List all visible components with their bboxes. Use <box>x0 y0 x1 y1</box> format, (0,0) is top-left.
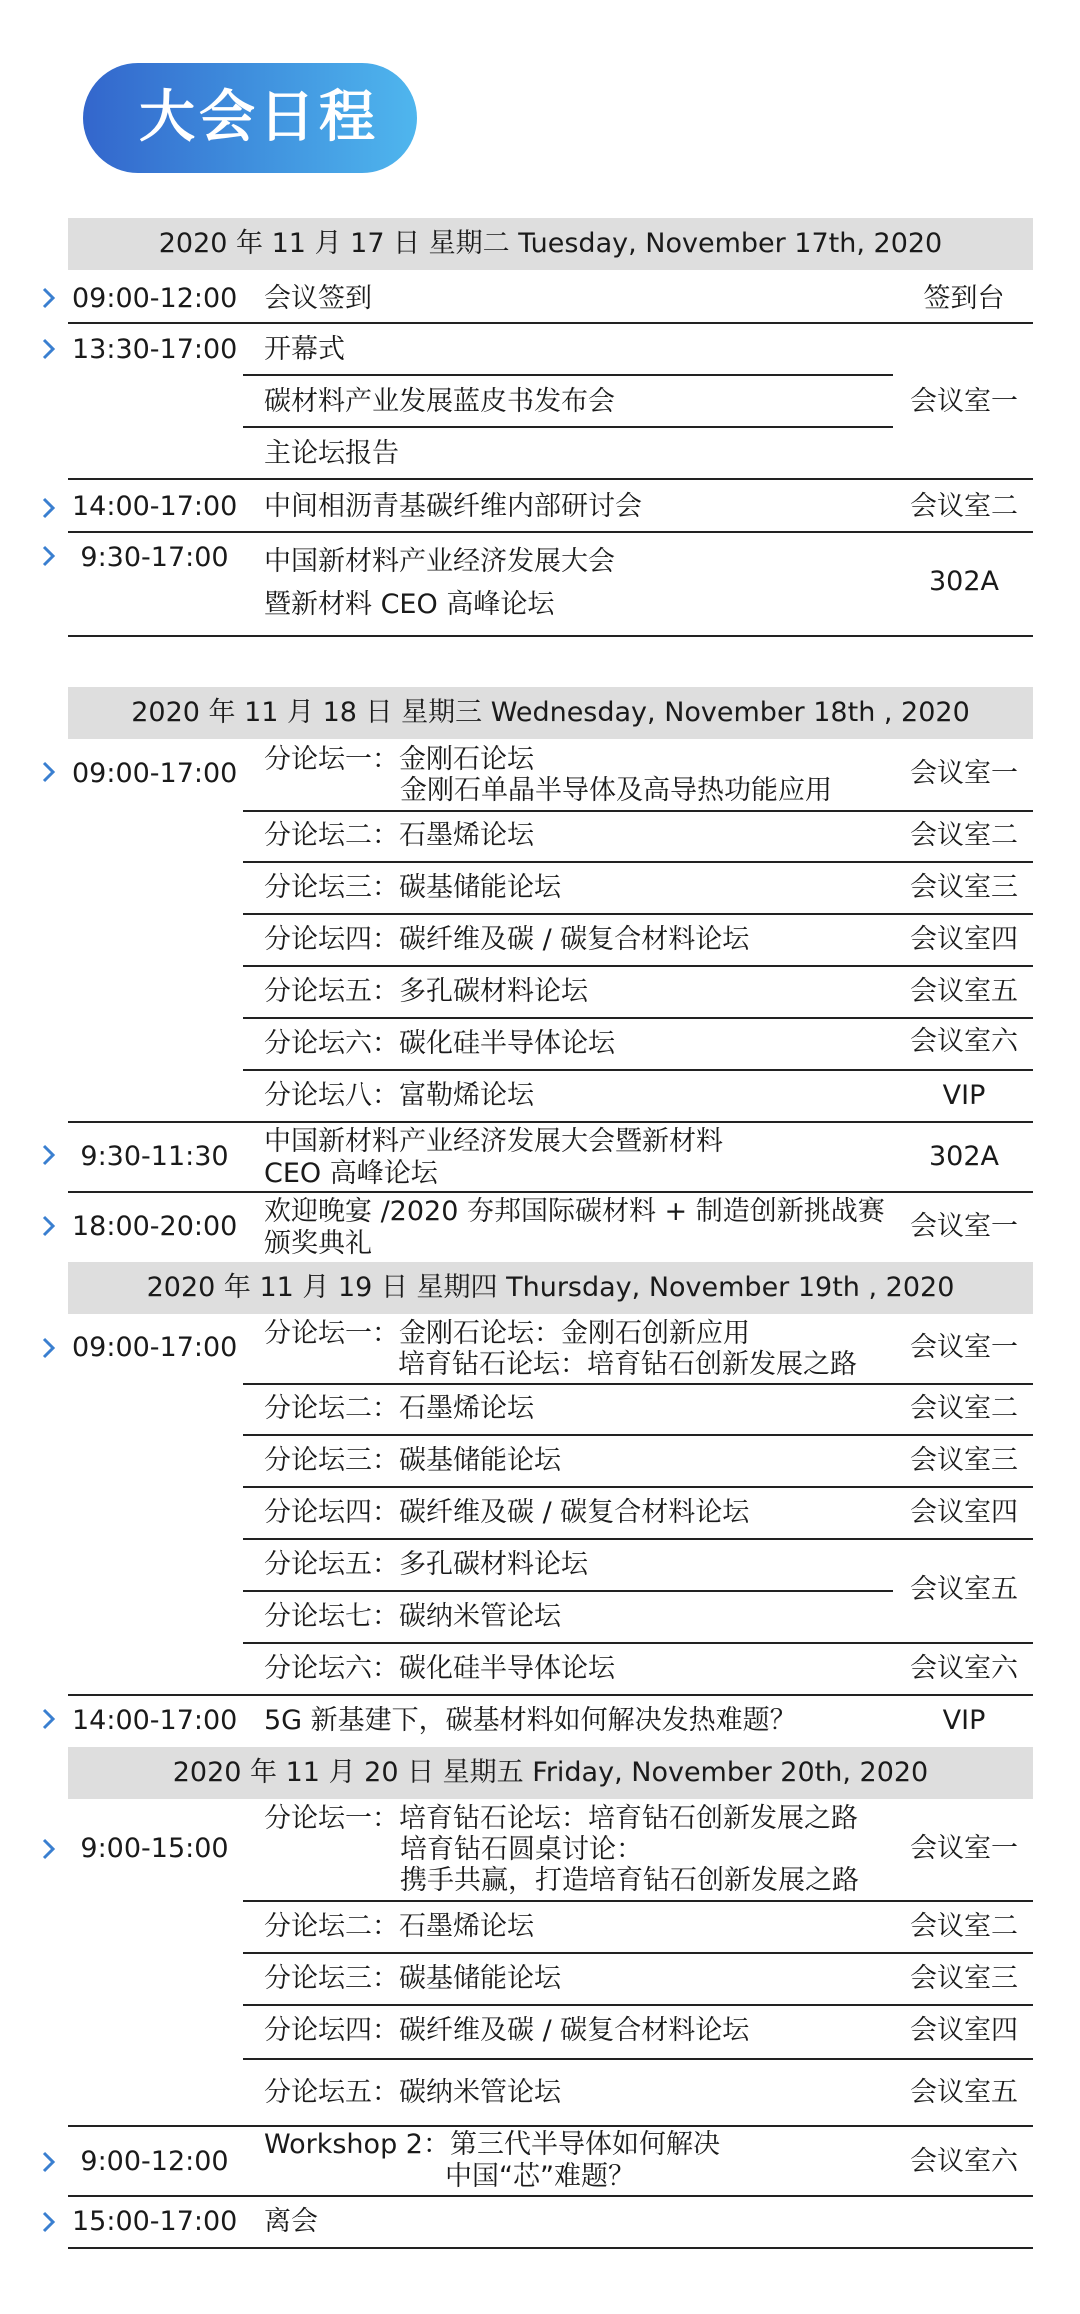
session-room: 会议室六 <box>910 1026 1018 1057</box>
session-title: 分论坛一：金刚石论坛 <box>264 744 534 775</box>
session-title: 分论坛四：碳纤维及碳 / 碳复合材料论坛 <box>264 2015 750 2046</box>
row-divider <box>68 478 1033 480</box>
session-room: 会议室一 <box>910 1332 1018 1363</box>
session-title: 中间相沥青基碳纤维内部研讨会 <box>264 491 642 522</box>
session-title: 分论坛五：多孔碳材料论坛 <box>264 1549 588 1580</box>
session-title: 分论坛二：石墨烯论坛 <box>264 820 534 851</box>
session-title: 分论坛三：碳基储能论坛 <box>264 872 561 903</box>
row-divider <box>243 426 893 428</box>
session-room: 会议室四 <box>910 924 1018 955</box>
session-room: 会议室五 <box>910 1574 1018 1605</box>
session-title: 会议签到 <box>264 283 372 314</box>
session-room: 会议室一 <box>910 386 1018 417</box>
row-divider <box>243 1642 1033 1644</box>
day-header: 2020 年 11 月 20 日 星期五 Friday, November 20th, 2020 <box>68 1747 1033 1799</box>
session-room: 302A <box>928 1141 999 1172</box>
row-divider <box>243 374 893 376</box>
row-divider <box>243 1486 1033 1488</box>
session-room: 会议室三 <box>910 872 1018 903</box>
row-divider <box>243 2004 1033 2006</box>
session-time: 13:30-17:00 <box>72 334 238 365</box>
row-divider <box>68 1121 1033 1123</box>
session-title: 颁奖典礼 <box>264 1228 372 1259</box>
session-room: VIP <box>942 1705 986 1736</box>
session-room: 会议室五 <box>910 976 1018 1007</box>
session-title: 培育钻石圆桌讨论： <box>400 1834 643 1865</box>
session-time: 9:30-11:30 <box>80 1141 229 1172</box>
chevron-right-icon <box>40 544 56 568</box>
session-room: 会议室一 <box>910 1211 1018 1242</box>
session-time: 18:00-20:00 <box>72 1211 238 1242</box>
session-title: 携手共赢，打造培育钻石创新发展之路 <box>400 1865 859 1896</box>
row-divider <box>68 1694 1033 1696</box>
session-title: 中国新材料产业经济发展大会 <box>264 546 615 577</box>
page-title: 大会日程 <box>83 63 417 173</box>
session-title: 中国新材料产业经济发展大会暨新材料 <box>264 1126 723 1157</box>
session-title: 中国“芯”难题？ <box>445 2161 635 2192</box>
row-divider <box>68 635 1033 637</box>
chevron-right-icon <box>40 286 56 310</box>
row-divider <box>243 810 1033 812</box>
session-title: 开幕式 <box>264 334 345 365</box>
row-divider <box>243 1952 1033 1954</box>
session-title: 主论坛报告 <box>264 438 399 469</box>
session-title: 分论坛一：金刚石论坛：金刚石创新应用 <box>264 1318 750 1349</box>
session-title: 分论坛四：碳纤维及碳 / 碳复合材料论坛 <box>264 924 750 955</box>
chevron-right-icon <box>40 1336 56 1360</box>
session-title: 分论坛二：石墨烯论坛 <box>264 1911 534 1942</box>
session-time: 15:00-17:00 <box>72 2206 238 2237</box>
session-title: 欢迎晚宴 /2020 夯邦国际碳材料 + 制造创新挑战赛 <box>264 1196 885 1227</box>
row-divider <box>243 1069 1033 1071</box>
day-header: 2020 年 11 月 19 日 星期四 Thursday, November 19th , 2020 <box>68 1262 1033 1314</box>
row-divider <box>68 2247 1033 2249</box>
session-time: 9:00-15:00 <box>80 1833 229 1864</box>
session-title: 5G 新基建下，碳基材料如何解决发热难题？ <box>264 1705 797 1736</box>
row-divider <box>243 1900 1033 1902</box>
session-title: 分论坛八：富勒烯论坛 <box>264 1080 534 1111</box>
chevron-right-icon <box>40 337 56 361</box>
row-divider <box>243 1383 1033 1385</box>
row-divider <box>243 913 1033 915</box>
session-room: 会议室五 <box>910 2077 1018 2108</box>
row-divider <box>68 531 1033 533</box>
chevron-right-icon <box>40 1143 56 1167</box>
session-title: 分论坛六：碳化硅半导体论坛 <box>264 1028 615 1059</box>
row-divider <box>243 1590 893 1592</box>
row-divider <box>243 1538 1033 1540</box>
row-divider <box>68 1191 1033 1193</box>
session-title: 培育钻石论坛：培育钻石创新发展之路 <box>398 1349 857 1380</box>
session-time: 9:00-12:00 <box>80 2146 229 2177</box>
session-room: 会议室四 <box>910 2015 1018 2046</box>
row-divider <box>243 2058 1033 2060</box>
session-title: 分论坛六：碳化硅半导体论坛 <box>264 1653 615 1684</box>
session-room: 会议室四 <box>910 1497 1018 1528</box>
session-time: 09:00-17:00 <box>72 1332 238 1363</box>
session-title: CEO 高峰论坛 <box>264 1158 438 1189</box>
chevron-right-icon <box>40 1707 56 1731</box>
session-room: 302A <box>928 566 999 597</box>
session-room: VIP <box>942 1080 986 1111</box>
row-divider <box>243 1434 1033 1436</box>
row-divider <box>243 861 1033 863</box>
session-room: 会议室一 <box>910 1833 1018 1864</box>
chevron-right-icon <box>40 1837 56 1861</box>
session-room: 会议室二 <box>910 491 1018 522</box>
session-time: 14:00-17:00 <box>72 491 238 522</box>
day-header: 2020 年 11 月 17 日 星期二 Tuesday, November 17th, 2020 <box>68 218 1033 270</box>
session-title: 分论坛四：碳纤维及碳 / 碳复合材料论坛 <box>264 1497 750 1528</box>
session-title: 暨新材料 CEO 高峰论坛 <box>264 589 555 620</box>
chevron-right-icon <box>40 2150 56 2174</box>
session-title: 分论坛三：碳基储能论坛 <box>264 1445 561 1476</box>
chevron-right-icon <box>40 1214 56 1238</box>
session-room: 会议室一 <box>910 758 1018 789</box>
session-time: 14:00-17:00 <box>72 1705 238 1736</box>
session-room: 会议室三 <box>910 1963 1018 1994</box>
session-title: 分论坛五：碳纳米管论坛 <box>264 2077 561 2108</box>
session-room: 会议室二 <box>910 820 1018 851</box>
day-header: 2020 年 11 月 18 日 星期三 Wednesday, November 18th , 2020 <box>68 687 1033 739</box>
session-title: 分论坛一：培育钻石论坛：培育钻石创新发展之路 <box>264 1803 858 1834</box>
chevron-right-icon <box>40 2210 56 2234</box>
session-room: 会议室六 <box>910 2146 1018 2177</box>
session-room: 会议室六 <box>910 1653 1018 1684</box>
session-room: 签到台 <box>923 283 1005 314</box>
row-divider <box>243 965 1033 967</box>
session-room: 会议室二 <box>910 1393 1018 1424</box>
session-title: 分论坛七：碳纳米管论坛 <box>264 1601 561 1632</box>
row-divider <box>68 322 1033 324</box>
session-title: 分论坛五：多孔碳材料论坛 <box>264 976 588 1007</box>
session-title: 离会 <box>264 2206 318 2237</box>
session-title: 碳材料产业发展蓝皮书发布会 <box>264 386 615 417</box>
session-title: Workshop 2：第三代半导体如何解决 <box>264 2129 720 2160</box>
chevron-right-icon <box>40 760 56 784</box>
session-time: 09:00-12:00 <box>72 283 238 314</box>
session-time: 9:30-17:00 <box>80 542 229 573</box>
session-title: 分论坛三：碳基储能论坛 <box>264 1963 561 1994</box>
session-time: 09:00-17:00 <box>72 758 238 789</box>
chevron-right-icon <box>40 496 56 520</box>
session-room: 会议室三 <box>910 1445 1018 1476</box>
row-divider <box>243 1017 1033 1019</box>
session-title: 金刚石单晶半导体及高导热功能应用 <box>400 775 832 806</box>
session-room: 会议室二 <box>910 1911 1018 1942</box>
session-title: 分论坛二：石墨烯论坛 <box>264 1393 534 1424</box>
row-divider <box>68 2195 1033 2197</box>
